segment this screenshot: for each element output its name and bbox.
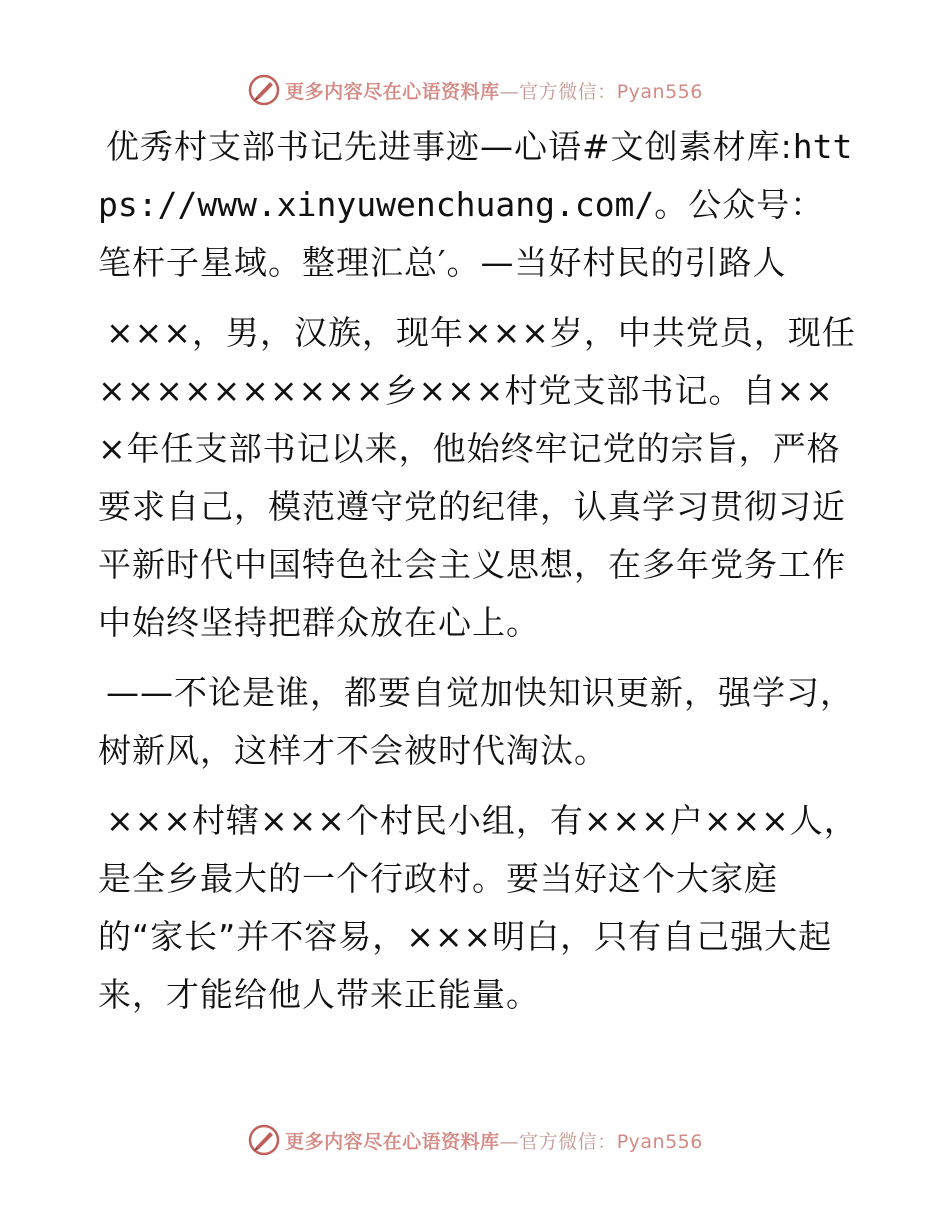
title-text: 优秀村支部书记先进事迹—心语#文创素材库: — [106, 127, 793, 166]
quill-logo-icon — [247, 73, 281, 107]
watermark-text — [285, 1127, 703, 1154]
watermark-dash: — — [499, 80, 520, 103]
document-body — [98, 118, 858, 1036]
paragraph-3: ×××村辖×××个村民小组，有×××户×××人，是全乡最大的一个行政村。要当好这个大家庭的“家长”并不容易，×××明白，只有自己强大起来，才能给他人带来正能量。 — [98, 801, 858, 1014]
watermark-dash: — — [499, 1130, 520, 1153]
watermark-site-text: 更多内容尽在心语资料库 — [285, 80, 500, 103]
header-watermark — [0, 70, 950, 110]
title-url-link[interactable]: https://www.xinyuwenchuang.com/ — [98, 127, 853, 224]
watermark-wechat-id: Pyan556 — [616, 80, 703, 103]
watermark-site-text: 更多内容尽在心语资料库 — [285, 1130, 500, 1153]
paragraph-title — [98, 118, 858, 292]
watermark-label: 官方微信： — [519, 1130, 617, 1153]
watermark-label: 官方微信： — [519, 80, 617, 103]
title-text-continued: 。公众号：笔杆子星域。整理汇总′。—当好村民的引路人 — [98, 185, 825, 282]
watermark-text — [285, 77, 703, 104]
paragraph-1: ×××，男，汉族，现年×××岁，中共党员，现任××××××××××乡×××村党支部书记。自×××年任支部书记以来，他始终牢记党的宗旨，严格要求自己，模范遵守党的纪律，认真学习贯彻习近平新时代中国特色社会主义思想，在多年党务工作中始终坚持把群众放在心上。 — [98, 313, 856, 642]
paragraph-2: ——不论是谁，都要自觉加快知识更新，强学习，树新风，这样才不会被时代淘汰。 — [98, 673, 854, 770]
quill-logo-icon — [247, 1123, 281, 1157]
footer-watermark — [0, 1120, 950, 1160]
watermark-wechat-id: Pyan556 — [616, 1130, 703, 1153]
